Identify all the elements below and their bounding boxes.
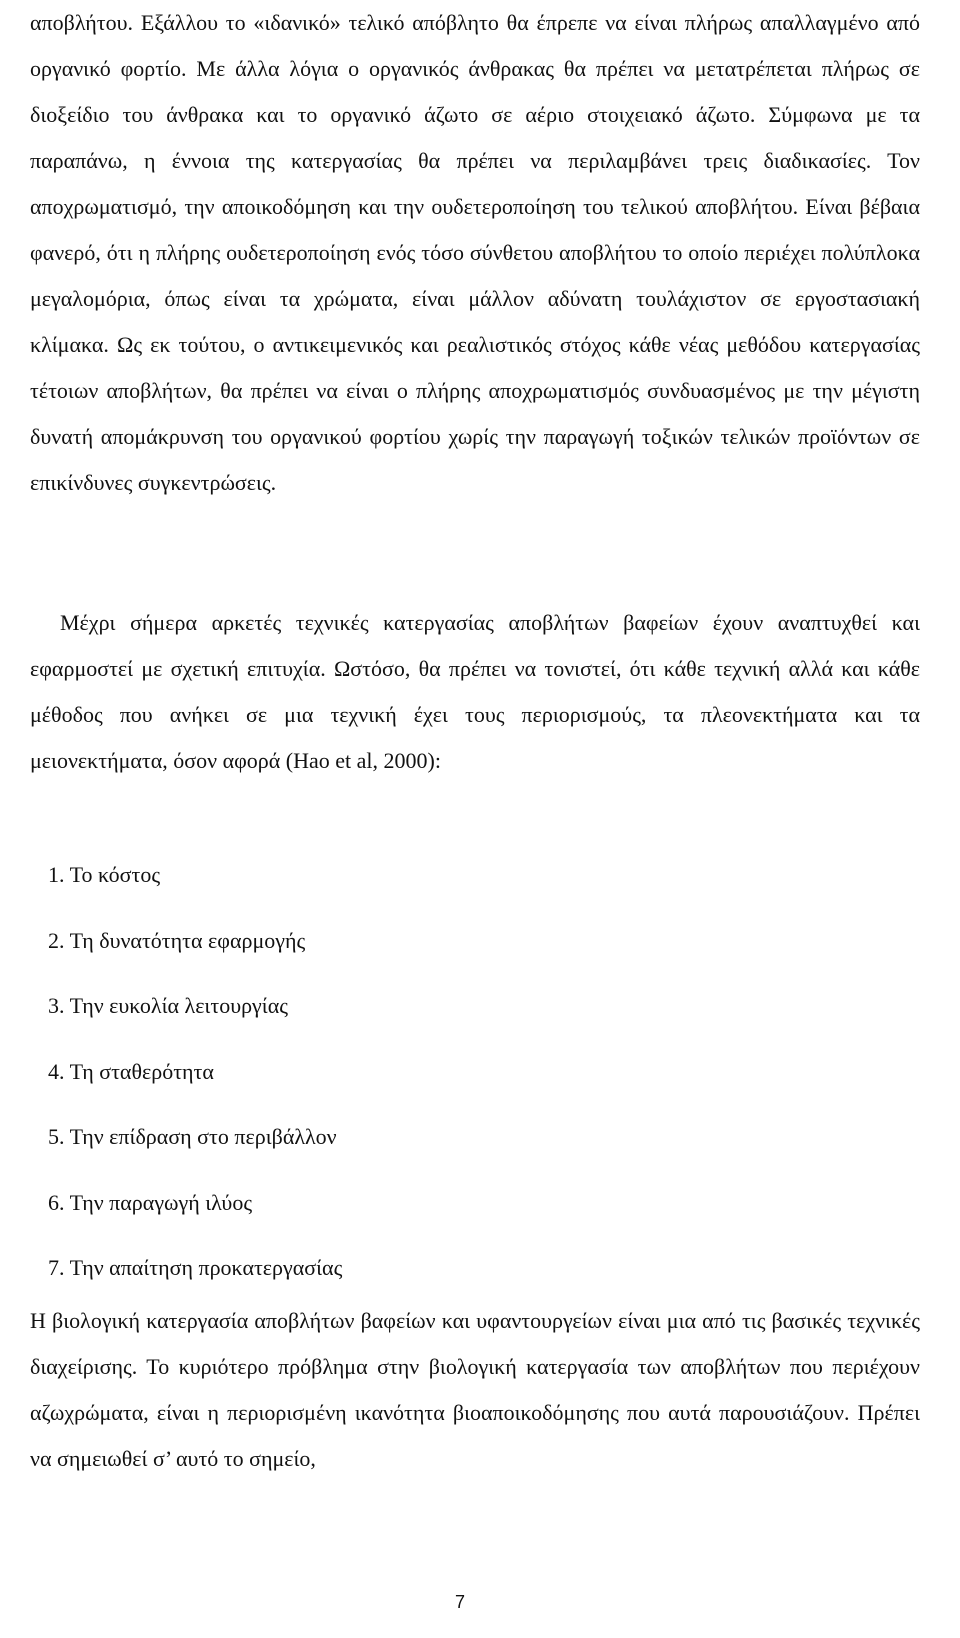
paragraph-techniques: Μέχρι σήμερα αρκετές τεχνικές κατεργασίας αποβλήτων βαφείων έχουν αναπτυχθεί και εφαρμοστεί με σχετική επιτυχία. Ωστόσο, θα πρέπει να τονιστεί, ότι κάθε τεχνική αλλά και κάθε μέθοδος που ανήκει σε μια τεχνική έχει τους περιορισμούς, τα πλεονεκτήματα και τα μειονεκτήματα, όσον αφορά (Hao et al, 2000): <box>30 610 920 773</box>
paragraph-intro: αποβλήτου. Εξάλλου το «ιδανικό» τελικό απόβλητο θα έπρεπε να είναι πλήρως απαλλαγμένο από οργανικό φορτίο. Με άλλα λόγια ο οργανικός άνθρακας θα πρέπει να μετατρέπεται πλήρως σε διοξείδιο του άνθρακα και το οργανικό άζωτο σε αέριο στοιχειακό άζωτο. Σύμφωνα με τα παραπάνω, η έννοια της κατεργασίας θα πρέπει να περιλαμβάνει τρεις διαδικασίες. Τον αποχρωματισμό, την αποικοδόμηση και την ουδετεροποίηση του τελικού αποβλήτου. Είναι βέβαια φανερό, ότι η πλήρης ουδετεροποίηση ενός τόσο σύνθετου αποβλήτου το οποίο περιέχει πολύπλοκα μεγαλομόρια, όπως είναι τα χρώματα, είναι μάλλον αδύνατη τουλάχιστον σε εργοστασιακή κλίμακα. Ως εκ τούτου, ο αντικειμενικός και ρεαλιστικός στόχος κάθε νέας μεθόδου κατεργασίας τέτοιων αποβλήτων, θα πρέπει να είναι ο πλήρης αποχρωματισμός συνδυασμένος με την μέγιστη δυνατή απομάκρυνση του οργανικού φορτίου χωρίς την παραγωγή τοξικών τελικών προϊόντων σε επικίνδυνες συγκεντρώσεις. <box>30 10 920 495</box>
page-number: 7 <box>454 1592 465 1612</box>
list-item: 3. Την ευκολία λειτουργίας <box>48 993 288 1018</box>
paragraph-biological: Η βιολογική κατεργασία αποβλήτων βαφείων και υφαντουργείων είναι μια από τις βασικές τεχνικές διαχείρισης. Το κυριότερο πρόβλημα στην βιολογική κατεργασία των αποβλήτων που περιέχουν αζωχρώματα, είναι η περιορισμένη ικανότητα βιοαποικοδόμησης που αυτά παρουσιάζουν. Πρέπει να σημειωθεί σ’ αυτό το σημείο, <box>30 1308 920 1471</box>
criteria-list <box>48 852 342 1311</box>
list-item: 6. Την παραγωγή ιλύος <box>48 1189 253 1215</box>
list-item: 5. Την επίδραση στο περιβάλλον <box>48 1124 337 1149</box>
list-item: 1. Το κόστος <box>48 862 161 887</box>
list-item: 7. Την απαίτηση προκατεργασίας <box>48 1255 343 1280</box>
list-item: 4. Τη σταθερότητα <box>48 1058 214 1084</box>
list-item: 2. Τη δυνατότητα εφαρμογής <box>48 927 306 953</box>
